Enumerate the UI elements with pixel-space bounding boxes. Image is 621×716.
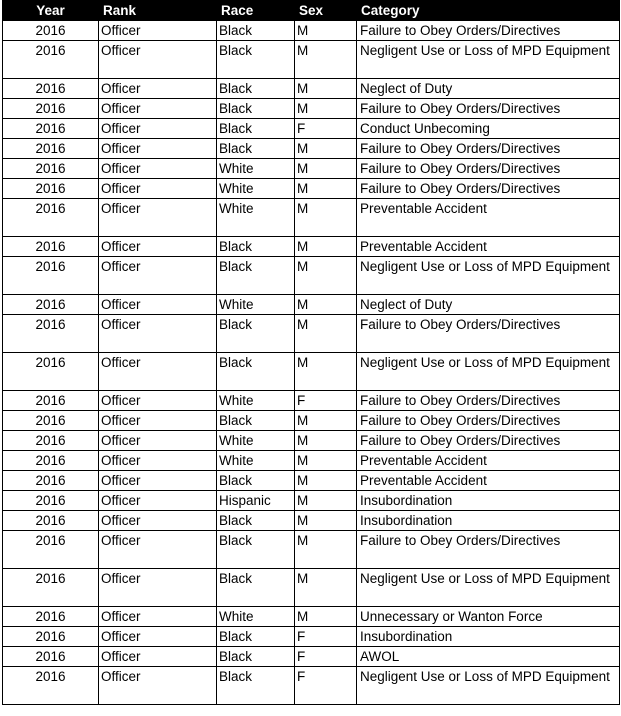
cell-category: Preventable Accident	[357, 471, 620, 491]
cell-year: 2016	[3, 139, 99, 159]
cell-race: Black	[217, 411, 295, 431]
cell-race: Black	[217, 471, 295, 491]
table-row	[3, 491, 620, 511]
cell-rank: Officer	[99, 79, 217, 99]
cell-sex: M	[295, 411, 357, 431]
table-row	[3, 353, 620, 391]
cell-sex: F	[295, 119, 357, 139]
cell-race: Black	[217, 99, 295, 119]
cell-race: Black	[217, 21, 295, 41]
cell-rank: Officer	[99, 119, 217, 139]
cell-rank: Officer	[99, 41, 217, 79]
table-row	[3, 431, 620, 451]
table-row	[3, 411, 620, 431]
table-row	[3, 295, 620, 315]
cell-sex: F	[295, 667, 357, 705]
cell-sex: M	[295, 257, 357, 295]
cell-category: Negligent Use or Loss of MPD Equipment	[357, 353, 620, 391]
table-row	[3, 79, 620, 99]
cell-year: 2016	[3, 511, 99, 531]
cell-sex: M	[295, 531, 357, 569]
cell-race: Black	[217, 41, 295, 79]
cell-sex: M	[295, 431, 357, 451]
cell-year: 2016	[3, 295, 99, 315]
cell-race: White	[217, 607, 295, 627]
table-row	[3, 21, 620, 41]
cell-race: Black	[217, 647, 295, 667]
cell-race: White	[217, 295, 295, 315]
table-row	[3, 237, 620, 257]
cell-category: Failure to Obey Orders/Directives	[357, 99, 620, 119]
cell-category: Neglect of Duty	[357, 79, 620, 99]
table-row	[3, 647, 620, 667]
cell-category: Failure to Obey Orders/Directives	[357, 391, 620, 411]
cell-race: Black	[217, 627, 295, 647]
cell-race: White	[217, 199, 295, 237]
cell-category: Failure to Obey Orders/Directives	[357, 411, 620, 431]
cell-rank: Officer	[99, 511, 217, 531]
cell-sex: M	[295, 41, 357, 79]
cell-category: Conduct Unbecoming	[357, 119, 620, 139]
cell-year: 2016	[3, 451, 99, 471]
cell-category: Failure to Obey Orders/Directives	[357, 21, 620, 41]
cell-race: White	[217, 159, 295, 179]
cell-sex: M	[295, 237, 357, 257]
cell-rank: Officer	[99, 491, 217, 511]
cell-year: 2016	[3, 199, 99, 237]
cell-year: 2016	[3, 159, 99, 179]
cell-race: Black	[217, 79, 295, 99]
cell-category: Failure to Obey Orders/Directives	[357, 179, 620, 199]
cell-sex: M	[295, 315, 357, 353]
cell-sex: M	[295, 607, 357, 627]
cell-race: Hispanic	[217, 491, 295, 511]
table-row	[3, 607, 620, 627]
cell-rank: Officer	[99, 159, 217, 179]
cell-year: 2016	[3, 491, 99, 511]
cell-sex: M	[295, 159, 357, 179]
column-header-sex: Sex	[295, 1, 357, 21]
cell-race: White	[217, 391, 295, 411]
table-row	[3, 569, 620, 607]
table-row	[3, 99, 620, 119]
cell-category: AWOL	[357, 647, 620, 667]
cell-sex: M	[295, 79, 357, 99]
cell-year: 2016	[3, 627, 99, 647]
column-header-rank: Rank	[99, 1, 217, 21]
cell-rank: Officer	[99, 391, 217, 411]
cell-rank: Officer	[99, 99, 217, 119]
cell-sex: F	[295, 627, 357, 647]
cell-rank: Officer	[99, 531, 217, 569]
cell-category: Failure to Obey Orders/Directives	[357, 315, 620, 353]
cell-rank: Officer	[99, 627, 217, 647]
cell-year: 2016	[3, 569, 99, 607]
cell-rank: Officer	[99, 353, 217, 391]
table-row	[3, 199, 620, 237]
table-row	[3, 159, 620, 179]
cell-sex: M	[295, 179, 357, 199]
table-row	[3, 119, 620, 139]
cell-rank: Officer	[99, 257, 217, 295]
cell-rank: Officer	[99, 139, 217, 159]
cell-category: Preventable Accident	[357, 199, 620, 237]
table-row	[3, 667, 620, 705]
cell-year: 2016	[3, 315, 99, 353]
cell-category: Insubordination	[357, 491, 620, 511]
cell-category: Failure to Obey Orders/Directives	[357, 159, 620, 179]
cell-race: Black	[217, 257, 295, 295]
cell-year: 2016	[3, 257, 99, 295]
cell-sex: M	[295, 569, 357, 607]
cell-sex: M	[295, 139, 357, 159]
cell-year: 2016	[3, 79, 99, 99]
cell-category: Preventable Accident	[357, 451, 620, 471]
cell-race: Black	[217, 531, 295, 569]
cell-year: 2016	[3, 667, 99, 705]
table-row	[3, 315, 620, 353]
cell-category: Failure to Obey Orders/Directives	[357, 531, 620, 569]
table-row	[3, 41, 620, 79]
table-body	[3, 21, 620, 705]
cell-sex: M	[295, 471, 357, 491]
cell-rank: Officer	[99, 667, 217, 705]
cell-year: 2016	[3, 531, 99, 569]
table-row	[3, 139, 620, 159]
cell-rank: Officer	[99, 431, 217, 451]
cell-category: Failure to Obey Orders/Directives	[357, 431, 620, 451]
cell-sex: F	[295, 647, 357, 667]
cell-category: Preventable Accident	[357, 237, 620, 257]
cell-category: Negligent Use or Loss of MPD Equipment	[357, 41, 620, 79]
cell-sex: M	[295, 511, 357, 531]
column-header-race: Race	[217, 1, 295, 21]
table-row	[3, 471, 620, 491]
cell-year: 2016	[3, 607, 99, 627]
cell-race: Black	[217, 237, 295, 257]
cell-year: 2016	[3, 471, 99, 491]
cell-race: White	[217, 179, 295, 199]
cell-rank: Officer	[99, 647, 217, 667]
cell-year: 2016	[3, 119, 99, 139]
cell-year: 2016	[3, 647, 99, 667]
table-row	[3, 531, 620, 569]
cell-rank: Officer	[99, 295, 217, 315]
table-row	[3, 179, 620, 199]
table-row	[3, 391, 620, 411]
cell-sex: M	[295, 199, 357, 237]
cell-year: 2016	[3, 411, 99, 431]
cell-sex: M	[295, 451, 357, 471]
cell-race: Black	[217, 353, 295, 391]
cell-sex: M	[295, 21, 357, 41]
table-row	[3, 627, 620, 647]
cell-year: 2016	[3, 431, 99, 451]
column-header-category: Category	[357, 1, 620, 21]
cell-category: Failure to Obey Orders/Directives	[357, 139, 620, 159]
cell-category: Insubordination	[357, 511, 620, 531]
cell-race: White	[217, 451, 295, 471]
table-row	[3, 451, 620, 471]
cell-sex: F	[295, 391, 357, 411]
cell-sex: M	[295, 99, 357, 119]
cell-year: 2016	[3, 179, 99, 199]
cell-category: Insubordination	[357, 627, 620, 647]
cell-race: Black	[217, 119, 295, 139]
cell-category: Negligent Use or Loss of MPD Equipment	[357, 569, 620, 607]
cell-sex: M	[295, 295, 357, 315]
cell-race: White	[217, 431, 295, 451]
cell-rank: Officer	[99, 315, 217, 353]
cell-year: 2016	[3, 21, 99, 41]
column-header-year: Year	[3, 1, 99, 21]
cell-rank: Officer	[99, 179, 217, 199]
cell-rank: Officer	[99, 21, 217, 41]
cell-year: 2016	[3, 353, 99, 391]
cell-sex: M	[295, 353, 357, 391]
cell-category: Neglect of Duty	[357, 295, 620, 315]
cell-sex: M	[295, 491, 357, 511]
cell-rank: Officer	[99, 607, 217, 627]
cell-year: 2016	[3, 237, 99, 257]
table-row	[3, 257, 620, 295]
cell-year: 2016	[3, 41, 99, 79]
cell-race: Black	[217, 667, 295, 705]
cell-rank: Officer	[99, 569, 217, 607]
cell-category: Negligent Use or Loss of MPD Equipment	[357, 257, 620, 295]
cell-year: 2016	[3, 99, 99, 119]
cell-race: Black	[217, 511, 295, 531]
cell-race: Black	[217, 569, 295, 607]
cell-race: Black	[217, 315, 295, 353]
discipline-table	[2, 0, 620, 705]
cell-category: Negligent Use or Loss of MPD Equipment	[357, 667, 620, 705]
table-row	[3, 511, 620, 531]
cell-rank: Officer	[99, 199, 217, 237]
cell-category: Unnecessary or Wanton Force	[357, 607, 620, 627]
cell-rank: Officer	[99, 471, 217, 491]
cell-rank: Officer	[99, 411, 217, 431]
cell-year: 2016	[3, 391, 99, 411]
cell-rank: Officer	[99, 237, 217, 257]
cell-rank: Officer	[99, 451, 217, 471]
cell-race: Black	[217, 139, 295, 159]
header-row	[3, 1, 620, 21]
